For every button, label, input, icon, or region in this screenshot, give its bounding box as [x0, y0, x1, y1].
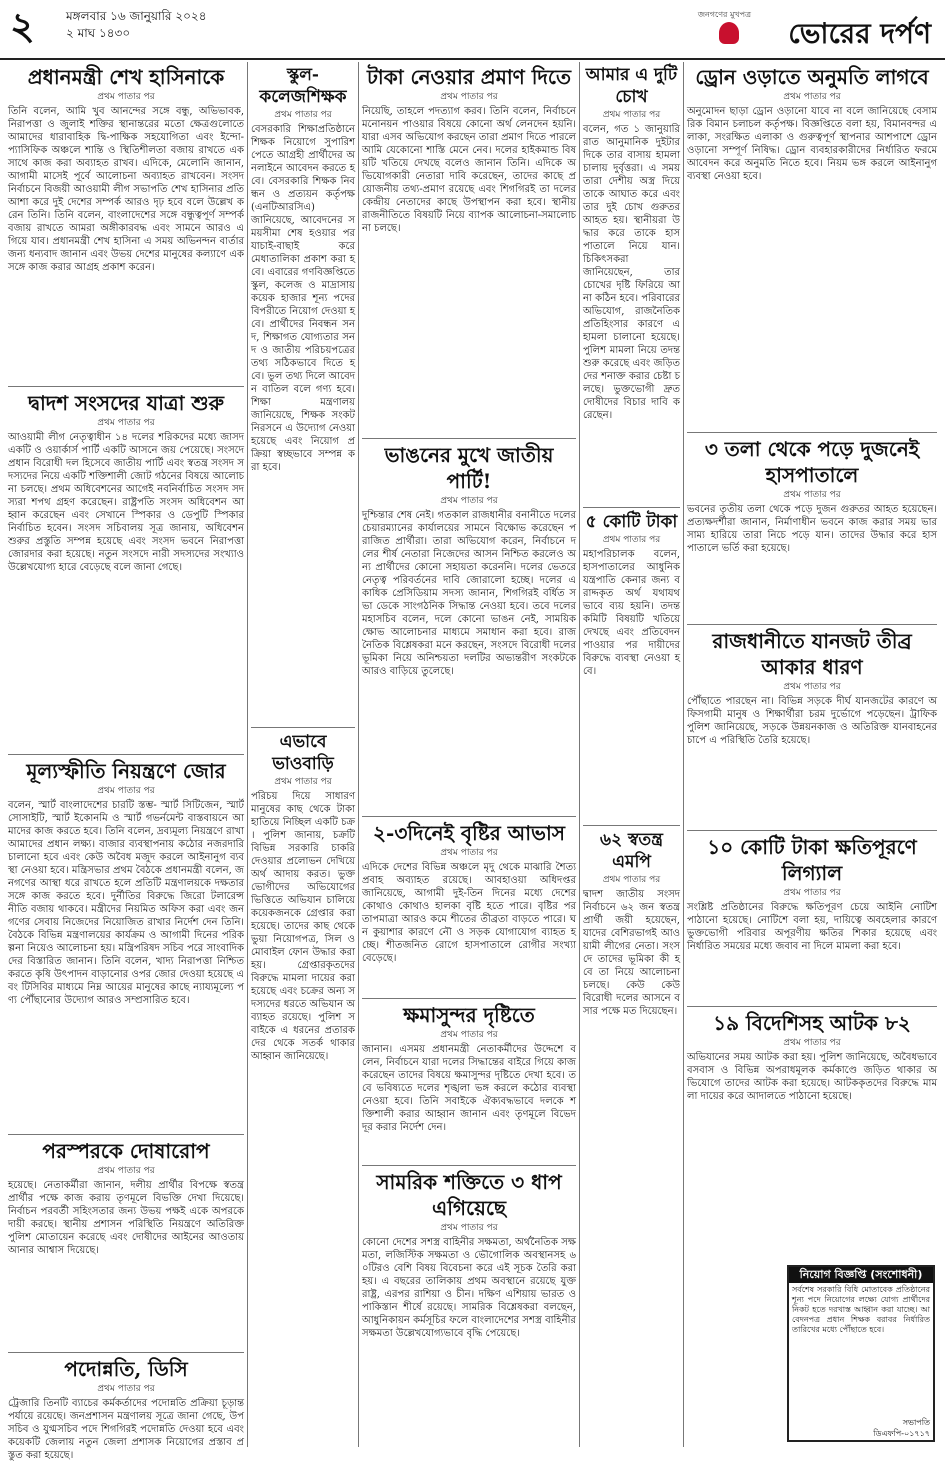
divider	[362, 816, 576, 817]
article-body: জানান। এসময় প্রধানমন্ত্রী নেতাকর্মীদের উদ্দেশে বলেন, নির্বাচনে যারা দলের সিদ্ধান্তের বাইরে গিয়ে কাজ করেছেন তাদের বিষয়ে ক্ষমাসুন্দর দৃষ্টিতে দেখা হবে। তবে ভবিষ্যতে দলের শৃঙ্খলা ভঙ্গ করলে কঠোর ব্যবস্থা নেওয়া হবে। তিনি সবাইকে ঐক্যবদ্ধভাবে দলকে শক্তিশালী করার আহ্বান জানান এবং তৃণমূলে বিভেদ দূর করার নির্দেশ দেন।	[362, 1044, 576, 1133]
article-body: ট্রেজারি তিনটি ব্যাচের কর্মকর্তাদের পদোন্নতি প্রক্রিয়া চূড়ান্ত পর্যায়ে রয়েছে। জনপ্রশাসন মন্ত্রণালয় সূত্রে জানা গেছে, উপসচিব ও যুগ্মসচিব পদে শিগগিরই পদোন্নতি দেওয়া হবে এবং কয়েকটি জেলায় নতুন জেলা প্রশাসক নিয়োগের প্রস্তাব প্রস্তুত করা হয়েছে।	[8, 1398, 244, 1461]
article-military	[362, 1169, 576, 1446]
divider	[251, 727, 355, 728]
headline-school[interactable]: স্কুল-কলেজশিক্ষক	[259, 65, 347, 107]
article-body: এদিকে দেশের বিভিন্ন অঞ্চলে মৃদু থেকে মাঝারি শৈত্যপ্রবাহ অব্যাহত রয়েছে। আবহাওয়া অধিদপ্তর জানিয়েছে, আগামী দুই-তিন দিনের মধ্যে দেশের কোথাও কোথাও হালকা বৃষ্টি হতে পারে। বৃষ্টির পর তাপমাত্রা আরও কমে শীতের তীব্রতা বাড়তে পারে। ঘন কুয়াশার কারণে নৌ ও সড়ক যোগাযোগ ব্যাহত হচ্ছে। শীতজনিত রোগে হাসপাতালে রোগীর সংখ্যা বেড়েছে।	[362, 862, 576, 964]
continued-label: প্রথম পাতার পর	[783, 92, 841, 102]
article-body: পরিচয় দিয়ে সাধারণ মানুষের কাছ থেকে টাকা হাতিয়ে নিচ্ছিল একটি চক্র। পুলিশ জানায়, চক্রটি বিভিন্ন সরকারি চাকরি দেওয়ার প্রলোভন দেখিয়ে অর্থ আদায় করত। ভুক্তভোগীদের অভিযোগের ভিত্তিতে অভিযান চালিয়ে কয়েকজনকে গ্রেপ্তার করা হয়েছে। তাদের কাছ থেকে ভুয়া নিয়োগপত্র, সিল ও মোবাইল ফোন উদ্ধার করা হয়। গ্রেপ্তারকৃতদের বিরুদ্ধে মামলা দায়ের করা হয়েছে এবং চক্রের অন্য সদস্যদের ধরতে অভিযান অব্যাহত রয়েছে। পুলিশ সবাইকে এ ধরনের প্রতারকদের থেকে সতর্ক থাকার আহ্বান জানিয়েছে।	[251, 791, 355, 1062]
headline-fall[interactable]: ৩ তলা থেকে পড়ে দুজনেই হাসপাতালে	[704, 437, 920, 487]
article-pardon	[362, 1002, 576, 1162]
article-body: পৌঁছাতে পারছেন না। বিভিন্ন সড়কে দীর্ঘ যানজটের কারণে অফিসগামী মানুষ ও শিক্ষার্থীরা চরম দুর্ভোগে পড়েছেন। ট্রাফিক পুলিশ জানিয়েছে, সড়কে উন্নয়নকাজ ও অতিরিক্ত যানবাহনের চাপে এ পরিস্থিতি তৈরি হয়েছে।	[687, 696, 937, 746]
headline-inflation[interactable]: মূল্যস্ফীতি নিয়ন্ত্রণে জোর	[26, 759, 226, 783]
continued-label: প্রথম পাতার পর	[602, 875, 661, 885]
divider	[687, 432, 937, 433]
article-body: দ্বাদশ জাতীয় সংসদ নির্বাচনে ৬২ জন স্বতন্ত্র প্রার্থী জয়ী হয়েছেন, যাদের বেশিরভাগই আওয়ামী লীগের নেতা। সংসদে তাদের ভূমিকা কী হবে তা নিয়ে আলোচনা চলছে। কেউ কেউ বিরোধী দলের আসনে বসার পক্ষে মত দিয়েছেন।	[583, 889, 680, 1017]
continued-label: প্রথম পাতার পর	[440, 1223, 498, 1233]
continued-label: প্রথম পাতার পর	[602, 535, 661, 545]
continued-label: প্রথম পাতার পর	[783, 1038, 841, 1048]
issue-date	[66, 8, 207, 42]
continued-label: প্রথম পাতার পর	[440, 1030, 498, 1040]
article-blame	[8, 1138, 244, 1350]
article-body: অভিযানের সময় আটক করা হয়। পুলিশ জানিয়েছে, অবৈধভাবে বসবাস ও বিভিন্ন অপরাধমূলক কর্মকাণ্ডে জড়িত থাকার অভিযোগে তাদের আটক করা হয়েছে। আটককৃতদের বিরুদ্ধে মামলা দায়ের করে আদালতে পাঠানো হয়েছে।	[687, 1052, 937, 1102]
divider	[8, 1134, 244, 1135]
headline-blame[interactable]: পরস্পরকে দোষারোপ	[42, 1139, 210, 1163]
date-english: মঙ্গলবার ১৬ জানুয়ারি ২০২৪	[66, 9, 207, 23]
headline-promotion[interactable]: পদোন্নতি, ডিসি	[64, 1357, 188, 1381]
divider	[362, 1165, 576, 1166]
headline-traffic[interactable]: রাজধানীতে যানজট তীব্র আকার ধারণ	[712, 629, 912, 679]
headline-eyes[interactable]: আমার এ দুটি চোখ	[585, 65, 678, 107]
continued-label: প্রথম পাতার পর	[97, 418, 155, 428]
continued-label: প্রথম পাতার পর	[440, 496, 498, 506]
ad-body: সর্বশেষ সরকারি বিধি মোতাবেক প্রতিষ্ঠানের শূন্য পদে নিয়োগের লক্ষ্যে যোগ্য প্রার্থীদের নিকট হতে দরখাস্ত আহ্বান করা যাচ্ছে। আবেদনপত্র প্রধান শিক্ষক বরাবর নির্ধারিত তারিখের মধ্যে পৌঁছাতে হবে।	[792, 1285, 930, 1334]
article-school	[251, 64, 355, 724]
masthead	[0, 0, 945, 60]
column-rule	[683, 62, 684, 1447]
headline-mps[interactable]: ৬২ স্বতন্ত্র এমপি	[600, 830, 663, 872]
article-crore	[583, 511, 680, 823]
article-body: অনুমোদন ছাড়া ড্রোন ওড়ানো যাবে না বলে জানিয়েছে বেসামরিক বিমান চলাচল কর্তৃপক্ষ। বিজ্ঞপ্তিতে বলা হয়, বিমানবন্দর এলাকা, সংরক্ষিত এলাকা ও গুরুত্বপূর্ণ স্থাপনার আশপাশে ড্রোন ওড়ানো সম্পূর্ণ নিষিদ্ধ। ড্রোন ব্যবহারকারীদের নির্ধারিত ফরমে আবেদন করে অনুমতি নিতে হবে। নিয়ম ভঙ্গ করলে আইনানুগ ব্যবস্থা নেওয়া হবে।	[687, 106, 937, 182]
headline-pardon[interactable]: ক্ষমাসুন্দর দৃষ্টিতে	[403, 1003, 535, 1027]
ad-title: নিয়োগ বিজ্ঞপ্তি (সংশোধনী)	[789, 1267, 933, 1283]
recruitment-ad[interactable]	[787, 1265, 935, 1442]
article-rain	[362, 820, 576, 996]
article-pm	[8, 64, 244, 384]
column-rule	[247, 62, 248, 1447]
article-body: বেসরকারি শিক্ষাপ্রতিষ্ঠানে শিক্ষক নিয়োগে সুপারিশ পেতে আগ্রহী প্রার্থীদের অনলাইনে আবেদন করতে হবে। বেসরকারি শিক্ষক নিবন্ধন ও প্রত্যয়ন কর্তৃপক্ষ (এনটিআরসিএ) জানিয়েছে, আবেদনের সময়সীমা শেষ হওয়ার পর যাচাই-বাছাই করে মেধাতালিকা প্রকাশ করা হবে। এবারের গণবিজ্ঞপ্তিতে স্কুল, কলেজ ও মাদ্রাসায় কয়েক হাজার শূন্য পদের বিপরীতে নিয়োগ দেওয়া হবে। প্রার্থীদের নিবন্ধন সনদ, শিক্ষাগত যোগ্যতার সনদ ও জাতীয় পরিচয়পত্রের তথ্য সঠিকভাবে দিতে হবে। ভুল তথ্য দিলে আবেদন বাতিল বলে গণ্য হবে। শিক্ষা মন্ত্রণালয় জানিয়েছে, শিক্ষক সংকট নিরসনে এ উদ্যোগ নেওয়া হয়েছে এবং নিয়োগ প্রক্রিয়া স্বচ্ছভাবে সম্পন্ন করা হবে।	[251, 124, 355, 473]
article-body: মহাপরিচালক বলেন, হাসপাতালের আধুনিক যন্ত্রপাতি কেনার জন্য বরাদ্দকৃত অর্থ যথাযথভাবে ব্যয় হয়নি। তদন্ত কমিটি বিষয়টি খতিয়ে দেখছে এবং প্রতিবেদন পাওয়ার পর দায়ীদের বিরুদ্ধে ব্যবস্থা নেওয়া হবে।	[583, 549, 680, 677]
headline-pm[interactable]: প্রধানমন্ত্রী শেখ হাসিনাকে	[27, 65, 225, 89]
headline-rain[interactable]: ২-৩দিনেই বৃষ্টির আভাস	[373, 821, 565, 845]
continued-label: প্রথম পাতার পর	[97, 1384, 155, 1394]
article-nineteen	[687, 1010, 937, 1260]
headline-drone[interactable]: ড্রোন ওড়াতে অনুমতি লাগবে	[695, 65, 929, 89]
continued-label: প্রথম পাতার পর	[274, 110, 332, 120]
article-eyes	[583, 64, 680, 504]
headline-jp[interactable]: ভাঙনের মুখে জাতীয় পার্টি!	[384, 443, 554, 493]
divider	[8, 1352, 244, 1353]
continued-label: প্রথম পাতার পর	[783, 490, 841, 500]
article-proof	[362, 64, 576, 436]
article-traffic	[687, 628, 937, 828]
divider	[583, 507, 680, 508]
logo-tagline: জনগণের মুখপত্র	[697, 10, 751, 19]
article-mps	[583, 829, 680, 1446]
article-inflation	[8, 758, 244, 1132]
article-body: তিনি বলেন, আমি খুব আনন্দের সঙ্গে বন্ধু, অভিভাবক, নিরাপত্তা ও জুলাই শক্তির স্থানান্তরের মতো ক্ষেত্রগুলোতে আমাদের ধারাবাহিক দ্বি-পাক্ষিক সহযোগিতা এবং ইন্দো-প্যাসিফিক অঞ্চলে শান্তি ও স্থিতিশীলতা বজায় রাখতে একসাথে কাজ করা অব্যাহত রাখব। এদিকে, মেলোনি জানান, আগামী মাসেই পূর্বে আলোচনা অব্যাহত রাখবেন। সংসদ নির্বাচনে বিজয়ী আওয়ামী লীগ সভাপতি শেখ হাসিনার প্রতি আশা করে দুই দেশের সম্পর্ক আরও দৃঢ় হবে বলে উল্লেখ করেন তিনি। তিনি বলেন, বাংলাদেশের সঙ্গে বন্ধুত্বপূর্ণ সম্পর্ক বজায় রাখতে আমরা অঙ্গীকারবদ্ধ এবং সামনে আরও এগিয়ে যাব। প্রধানমন্ত্রী শেখ হাসিনা এ সময় অভিনন্দন বার্তার জন্য ধন্যবাদ জানান এবং উভয় দেশের মানুষের কল্যাণে একসঙ্গে কাজ করার আগ্রহ প্রকাশ করেন।	[8, 106, 244, 273]
article-fraud	[251, 731, 355, 1446]
headline-compensation[interactable]: ১০ কোটি টাকা ক্ষতিপূরণে লিগ্যাল	[707, 835, 917, 885]
headline-crore[interactable]: ৫ কোটি টাকা	[585, 512, 678, 532]
article-body: সংশ্লিষ্ট প্রতিষ্ঠানের বিরুদ্ধে ক্ষতিপূরণ চেয়ে আইনি নোটিশ পাঠানো হয়েছে। নোটিশে বলা হয়, দায়িত্বে অবহেলার কারণে ভুক্তভোগী পরিবার অপূরণীয় ক্ষতির শিকার হয়েছে এবং নির্ধারিত সময়ের মধ্যে জবাব না দিলে মামলা করা হবে।	[687, 902, 937, 952]
sun-icon	[719, 22, 739, 44]
continued-label: প্রথম পাতার পর	[97, 786, 155, 796]
article-jp	[362, 442, 576, 814]
headline-military[interactable]: সামরিক শক্তিতে ৩ ধাপ এগিয়েছে	[376, 1170, 562, 1220]
divider	[362, 998, 576, 999]
divider	[687, 624, 937, 625]
article-promotion	[8, 1356, 244, 1461]
divider	[362, 438, 576, 439]
article-body: আওয়ামী লীগ নেতৃত্বাধীন ১৪ দলের শরিকদের মধ্যে জাসদ একটি ও ওয়ার্কার্স পার্টি একটি আসনে জয় পেয়েছে। সংসদে প্রধান বিরোধী দল হিসেবে জাতীয় পার্টি এবং স্বতন্ত্র সংসদ সদস্যদের নিয়ে একটি শক্তিশালী জোট গঠনের বিষয়ে আলোচনা চলছে। প্রথম অধিবেশনের আগেই নবনির্বাচিত সংসদ সদস্যরা শপথ গ্রহণ করেছেন। রাষ্ট্রপতি সংসদ অধিবেশন আহ্বান করেছেন এবং সেখানে স্পিকার ও ডেপুটি স্পিকার নির্বাচিত হবেন। সংসদ সচিবালয় সূত্র জানায়, অধিবেশন শুরুর প্রস্তুতি সম্পন্ন হয়েছে এবং সংসদ ভবনে নিরাপত্তা জোরদার করা হয়েছে। নতুন সংসদে নারী সদস্যদের সংখ্যাও উল্লেখযোগ্য হারে বেড়েছে বলে জানা গেছে।	[8, 432, 244, 573]
article-body: বলেন, স্মার্ট বাংলাদেশের চারটি স্তম্ভ- স্মার্ট সিটিজেন, স্মার্ট সোসাইটি, স্মার্ট ইকোনমি ও স্মার্ট গভর্নমেন্ট বাস্তবায়নে আমাদের কাজ করতে হবে। তিনি বলেন, দ্রব্যমূল্য নিয়ন্ত্রণে রাখা আমাদের প্রধান লক্ষ্য। বাজার ব্যবস্থাপনায় কঠোর নজরদারি চালানো হবে এবং কেউ অবৈধ মজুদ করলে আইনানুগ ব্যবস্থা নেওয়া হবে। মন্ত্রিসভার প্রথম বৈঠকে প্রধানমন্ত্রী বলেন, জনগণের আস্থা ধরে রাখতে হলে প্রতিটি মন্ত্রণালয়কে দক্ষতার সঙ্গে কাজ করতে হবে। দুর্নীতির বিরুদ্ধে জিরো টলারেন্স নীতি বজায় থাকবে। মন্ত্রীদের নিয়মিত অফিস করা এবং জনগণের সেবায় নিজেদের নিয়োজিত রাখার নির্দেশ দেন তিনি। বৈঠকে বিভিন্ন মন্ত্রণালয়ের কার্যক্রম ও আগামী দিনের পরিকল্পনা নিয়েও আলোচনা হয়। মন্ত্রিপরিষদ সচিব পরে সাংবাদিকদের বিস্তারিত জানান। তিনি বলেন, খাদ্য নিরাপত্তা নিশ্চিত করতে কৃষি উৎপাদন বাড়ানোর ওপর জোর দেওয়া হয়েছে এবং টিসিবির মাধ্যমে নিম্ন আয়ের মানুষের কাছে ন্যায্যমূল্যে পণ্য পৌঁছানোর উদ্যোগ আরও সম্প্রসারিত হবে।	[8, 800, 244, 1006]
date-bangla: ২ মাঘ ১৪৩০	[66, 26, 131, 40]
continued-label: প্রথম পাতার পর	[602, 110, 661, 120]
article-body: হয়েছে। নেতাকর্মীরা জানান, দলীয় প্রার্থীর বিপক্ষে স্বতন্ত্র প্রার্থীর পক্ষে কাজ করায় তৃণমূলে বিভক্তি দেখা দিয়েছে। নির্বাচন পরবর্তী সহিংসতার জন্য উভয় পক্ষই একে অপরকে দায়ী করছে। স্থানীয় প্রশাসন পরিস্থিতি নিয়ন্ত্রণে অতিরিক্ত পুলিশ মোতায়েন করেছে এবং দোষীদের আইনের আওতায় আনার আশ্বাস দিয়েছে।	[8, 1180, 244, 1256]
article-body: নিয়েছি, তাহলে পদত্যাগ করব। তিনি বলেন, নির্বাচনে মনোনয়ন পাওয়ার বিষয়ে কোনো অর্থ লেনদেন হয়নি। যারা এসব অভিযোগ করছেন তারা প্রমাণ দিতে পারলে আমি যেকোনো শাস্তি মেনে নেব। দলের হাইকমান্ড বিষয়টি খতিয়ে দেখছে বলেও জানান তিনি। এদিকে অভিযোগকারী নেতারা দাবি করেছেন, তাদের কাছে প্রয়োজনীয় তথ্য-প্রমাণ রয়েছে এবং শিগগিরই তা দলের কেন্দ্রীয় নেতাদের কাছে উপস্থাপন করা হবে। স্থানীয় রাজনীতিতে বিষয়টি নিয়ে ব্যাপক আলোচনা-সমালোচনা চলছে।	[362, 106, 576, 234]
divider	[8, 386, 244, 387]
logo-name: ভোরের দর্পণ	[788, 17, 931, 50]
column-rule	[358, 62, 359, 1447]
headline-nineteen[interactable]: ১৯ বিদেশিসহ আটক ৮২	[713, 1011, 911, 1035]
ad-code: ডিএফপি-০১৭১৭	[873, 1429, 930, 1438]
article-drone	[687, 64, 937, 430]
article-twelfth	[8, 390, 244, 752]
page-number: ২	[10, 3, 35, 48]
continued-label: প্রথম পাতার পর	[97, 1166, 155, 1176]
continued-label: প্রথম পাতার পর	[440, 848, 498, 858]
article-compensation	[687, 834, 937, 1004]
continued-label: প্রথম পাতার পর	[783, 682, 841, 692]
headline-proof[interactable]: টাকা নেওয়ার প্রমাণ দিতে	[367, 65, 571, 89]
continued-label: প্রথম পাতার পর	[97, 92, 155, 102]
article-body: দুশ্চিন্তার শেষ নেই। গতকাল রাজধানীর বনানীতে দলের চেয়ারম্যানের কার্যালয়ের সামনে বিক্ষোভ করেছেন পরাজিত প্রার্থীরা। তারা অভিযোগ করেন, নির্বাচনে দলের শীর্ষ নেতারা নিজেদের আসন নিশ্চিত করলেও অন্য প্রার্থীদের কোনো সহায়তা করেননি। দলের ভেতরে নেতৃত্ব পরিবর্তনের দাবি জোরালো হচ্ছে। দলের একাধিক প্রেসিডিয়াম সদস্য জানান, শিগগিরই বর্ধিত সভা ডেকে সাংগঠনিক সিদ্ধান্ত নেওয়া হবে। তবে দলের মহাসচিব বলেন, দলে কোনো ভাঙন নেই, সাময়িক ক্ষোভ আলোচনার মাধ্যমে সমাধান করা হবে। রাজনৈতিক বিশ্লেষকরা মনে করছেন, সংসদে বিরোধী দলের ভূমিকা নিয়ে অনিশ্চয়তা দলটির অভ্যন্তরীণ সংকটকে আরও বাড়িয়ে তুলেছে।	[362, 510, 576, 677]
continued-label: প্রথম পাতার পর	[783, 888, 841, 898]
continued-label: প্রথম পাতার পর	[440, 92, 498, 102]
ad-signature: সভাপতি	[902, 1418, 930, 1427]
article-body: ভবনের তৃতীয় তলা থেকে পড়ে দুজন গুরুতর আহত হয়েছেন। প্রত্যক্ষদর্শীরা জানান, নির্মাণাধীন ভবনে কাজ করার সময় ভারসাম্য হারিয়ে তারা নিচে পড়ে যান। তাদের উদ্ধার করে হাসপাতালে ভর্তি করা হয়েছে।	[687, 504, 937, 554]
headline-fraud[interactable]: এভাবে ভাওবাড়ি	[272, 732, 334, 774]
continued-label: প্রথম পাতার পর	[274, 777, 332, 787]
newspaper-logo	[691, 4, 931, 52]
article-fall	[687, 436, 937, 622]
divider	[583, 825, 680, 826]
column-rule	[579, 62, 580, 1447]
headline-twelfth[interactable]: দ্বাদশ সংসদের যাত্রা শুরু	[28, 391, 224, 415]
divider	[687, 830, 937, 831]
article-body: বলেন, গত ১ জানুয়ারি রাত আনুমানিক দুইটার দিকে তার বাসায় হামলা চালায় দুর্বৃত্তরা। এ সময় তারা দেশীয় অস্ত্র দিয়ে তাকে আঘাত করে এবং তার দুই চোখ গুরুতর আহত হয়। স্থানীয়রা উদ্ধার করে তাকে হাসপাতালে নিয়ে যান। চিকিৎসকরা জানিয়েছেন, তার চোখের দৃষ্টি ফিরিয়ে আনা কঠিন হবে। পরিবারের অভিযোগ, রাজনৈতিক প্রতিহিংসার কারণে এ হামলা চালানো হয়েছে। পুলিশ মামলা নিয়ে তদন্ত শুরু করেছে এবং জড়িতদের শনাক্ত করার চেষ্টা চলছে। ভুক্তভোগী দ্রুত দোষীদের বিচার দাবি করেছেন।	[583, 124, 680, 421]
divider	[687, 1006, 937, 1007]
article-body: কোনো দেশের সশস্ত্র বাহিনীর সক্ষমতা, অর্থনৈতিক সক্ষমতা, লজিস্টিক সক্ষমতা ও ভৌগোলিক অবস্থানসহ ৬০টিরও বেশি বিষয় বিবেচনা করে এই সূচক তৈরি করা হয়। এ বছরের তালিকায় প্রথম অবস্থানে রয়েছে যুক্তরাষ্ট্র, এরপর রাশিয়া ও চীন। দক্ষিণ এশিয়ায় ভারত ও পাকিস্তান শীর্ষে রয়েছে। সামরিক বিশ্লেষকরা বলছেন, আধুনিকায়ন কর্মসূচির ফলে বাংলাদেশের সশস্ত্র বাহিনীর সক্ষমতা উল্লেখযোগ্যভাবে বৃদ্ধি পেয়েছে।	[362, 1237, 576, 1339]
divider	[8, 754, 244, 755]
